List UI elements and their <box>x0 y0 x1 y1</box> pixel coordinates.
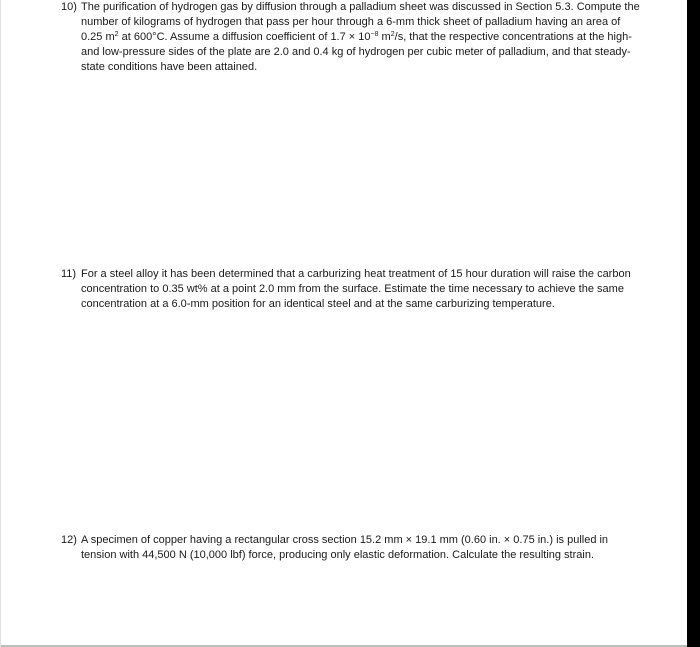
problem-line: tension with 44,500 N (10,000 lbf) force, producing only elastic deformation. Calculate the resulting strain. <box>81 549 595 561</box>
line-text: /s, that the respective concentrations at the high- <box>394 31 632 43</box>
line-text: at 600°C. Assume a diffusion coefficient of 1.7 × 10 <box>118 31 371 43</box>
superscript: 2 <box>390 31 395 38</box>
problem-line: concentration at a 6.0-mm position for an identical steel and at the same carburizing temperature. <box>81 298 555 310</box>
problem-line: number of kilograms of hydrogen that pass per hour through a 6-mm thick sheet of palladium having an area of <box>81 16 621 28</box>
line-text: 0.25 m <box>81 31 115 43</box>
problem-line: state conditions have been attained. <box>81 61 258 73</box>
problem-line: and low-pressure sides of the plate are 2.0 and 0.4 kg of hydrogen per cubic meter of palladium, and that steady- <box>81 46 631 58</box>
superscript: 2 <box>114 31 119 38</box>
problem-number: 11) <box>61 268 77 280</box>
problem-number: 12) <box>61 534 77 546</box>
problem-line <box>81 30 640 45</box>
problem-number: 10) <box>61 1 77 13</box>
problem-line: For a steel alloy it has been determined that a carburizing heat treatment of 15 hour duration will raise the carbon <box>81 268 631 280</box>
problem-line: A specimen of copper having a rectangular cross section 15.2 mm × 19.1 mm (0.60 in. × 0.75 in.) is pulled in <box>81 534 609 546</box>
problem-line: The purification of hydrogen gas by diffusion through a palladium sheet was discussed in Section 5.3. Compute the <box>81 1 640 13</box>
line-text: m <box>378 31 391 43</box>
superscript: −8 <box>370 31 379 38</box>
problem-text <box>81 267 631 312</box>
problem-line: concentration to 0.35 wt% at a point 2.0 mm from the surface. Estimate the time necessary to achieve the same <box>81 283 624 295</box>
problem-text <box>81 533 608 563</box>
problem-text <box>81 0 640 75</box>
viewer-edge <box>687 0 700 647</box>
